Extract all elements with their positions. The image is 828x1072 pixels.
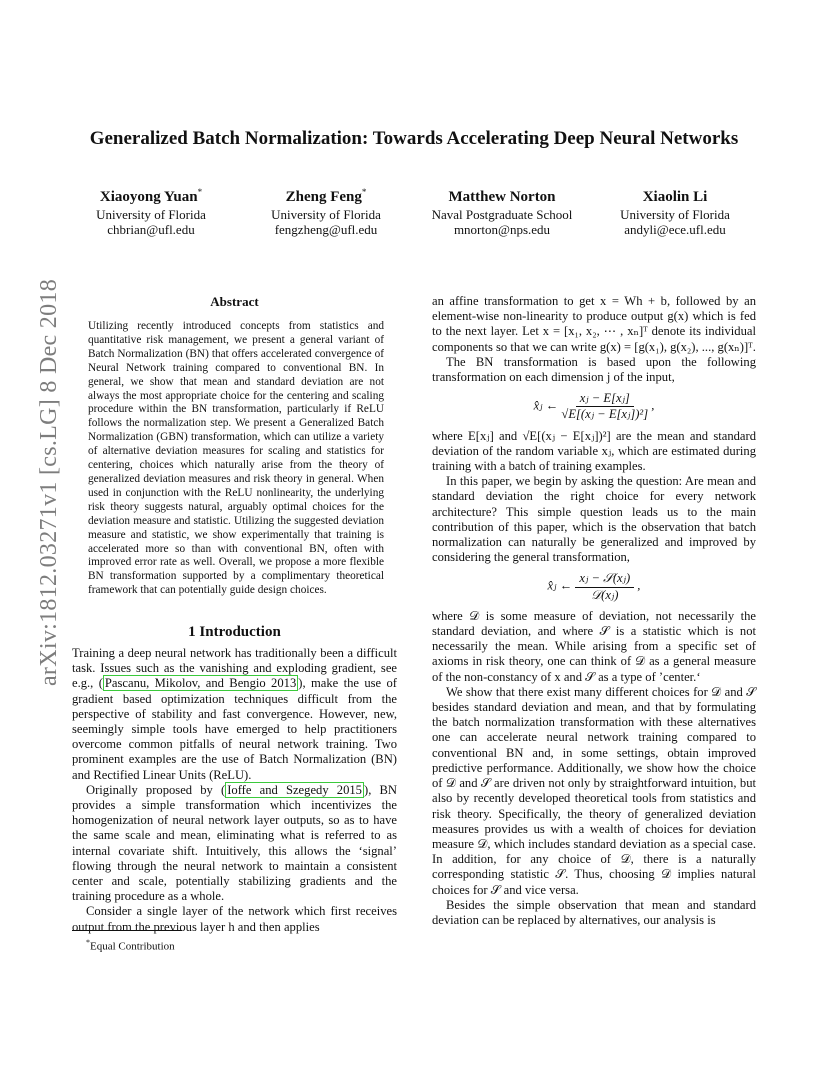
author-name: Xiaolin Li — [642, 189, 708, 205]
left-column-body — [72, 646, 397, 935]
paragraph: Consider a single layer of the network which first receives output from the previous layer h and then applies — [72, 904, 397, 934]
author-name: Matthew Norton — [448, 189, 556, 205]
paragraph: Training a deep neural network has traditionally been a difficult task. Issues such as the vanishing and exploding gradient, see e.g., ( Pascanu, Mikolov, and Bengio 2013 ), make the use of gradient based optimization techniques difficult from the perspective of stability and fast convergence. However, new, seemingly simple tools have emerged to help practitioners overcome common pitfalls of neural network training. Two prominent examples are the use of Batch Normalization (BN) and Rectified Linear Units (ReLU). — [72, 646, 397, 782]
author-affiliation: University of Florida — [620, 207, 730, 222]
right-column-body — [432, 294, 756, 928]
paragraph: where 𝒟 is some measure of deviation, not necessarily the standard deviation, and where 𝒮 is a statistic which is not necessarily the mean. While arising from a specific set of axioms in risk theory, one can think of 𝒟 as a general measure of the non-constancy of x and 𝒮 as a type of ’center.‘ — [432, 608, 756, 684]
abstract-text: Utilizing recently introduced concepts from statistics and quantitative risk management, we present a general variant of Batch Normalization (BN) that offers accelerated convergence of Neural Network training compared to conventional BN. In general, we show that mean and standard deviation are not always the most appropriate choice for the centering and scaling procedure within the BN transformation, particularly if ReLU follows the normalization step. We present a Generalized Batch Normalization (GBN) transformation, which can utilize a variety of alternative deviation measures for scaling and statistics for centering, choices which naturally arise from the theory of generalized deviation measures and risk theory in general. When used in conjunction with the ReLU nonlinearity, the underlying risk theory suggests natural, arguably optimal choices for the deviation measure and statistic. Utilizing the suggested deviation measure and statistic, we show experimentally that training is accelerated more so than with conventional BN, often with improved error rate as well. Overall, we propose a more flexible BN transformation supported by a complimentary theoretical framework that can potentially guide design choices. — [88, 320, 384, 597]
author-email: chbrian@ufl.edu — [107, 222, 195, 237]
author-email: fengzheng@ufl.edu — [274, 222, 378, 237]
paragraph: Originally proposed by ( Ioffe and Szegedy 2015 ), BN provides a simple transformation which incentivizes the homogenization of neural network layer outputs, so as to have the same scale and mean, eliminating what is referred to as internal covariate shift. Intuitively, this allows the ‘signal’ flowing through the neural network to maintain a consistent center and scale, potentially stabilizing gradients and the training procedure as a whole. — [72, 782, 397, 904]
paragraph: In this paper, we begin by asking the question: Are mean and standard deviation the right choice for every network architecture? This simple question leads us to the main contribution of this paper, which is the observation that batch normalization can naturally be generalized and improved by considering the general transformation, — [432, 474, 756, 565]
author-email: andyli@ece.ufl.edu — [624, 222, 726, 237]
paragraph: We show that there exist many different choices for 𝒟 and 𝒮 besides standard deviation and mean, and that by formulating the batch normalization transformation with these alternatives one can accelerate neural network training compared to conventional BN and, in some settings, obtain improved predictive performance. Additionally, we show how the choice of 𝒟 and 𝒮 are driven not only by straightforward intuition, but also by recently developed theoretical tools from statistics and risk theory. Specifically, the theory of generalized deviation measures provides us with a wealth of choices for deviation measure 𝒟, which includes standard deviation as a special case. In addition, for any choice of 𝒟, there is a naturally corresponding statistic 𝒮. Thus, choosing 𝒟 implies natural choices for 𝒮 and vice versa. — [432, 684, 756, 897]
author-affiliation: University of Florida — [271, 207, 381, 222]
equation-gbn: x̂ⱼ ← $\frac{\text{xⱼ − 𝒮(xⱼ)}}{\text{𝒟(xⱼ)}}$ , — [547, 571, 641, 602]
author-affiliation: Naval Postgraduate School — [431, 207, 573, 222]
author-block — [417, 183, 587, 237]
footnote-divider — [72, 930, 182, 931]
paragraph: The BN transformation is based upon the following transformation on each dimension j of the input, — [432, 354, 756, 385]
citation-link[interactable]: Pascanu, Mikolov, and Bengio 2013 — [104, 676, 297, 691]
author-block — [241, 183, 411, 237]
paper-title: Generalized Batch Normalization: Towards Accelerating Deep Neural Networks — [89, 128, 739, 149]
author-block — [66, 183, 236, 237]
author-email: mnorton@nps.edu — [453, 222, 551, 237]
equation-bn: x̂ⱼ ← $\frac{\text{xⱼ − E[xⱼ]}}{\text{√E[(xⱼ − E[xⱼ])²]}}$ , — [533, 391, 655, 422]
footnote: *Equal Contribution — [86, 938, 175, 953]
section-heading-introduction: 1 Introduction — [188, 624, 281, 640]
author-name: Xiaoyong Yuan* — [99, 187, 203, 205]
author-name: Zheng Feng* — [285, 187, 367, 205]
abstract-heading: Abstract — [210, 294, 259, 309]
author-block — [590, 183, 760, 237]
paragraph: where E[xⱼ] and √E[(xⱼ − E[xⱼ])²] are the mean and standard deviation of the random variable xⱼ, which are estimated during training with a batch of training examples. — [432, 428, 756, 474]
paragraph: an affine transformation to get x = Wh + b, followed by an element-wise non-linearity to produce output g(x) which is fed to the next layer. Let x = [x₁, x₂, ⋯ , xₙ]ᵀ denote its individual components so that we can write g(x) = [g(x₁), g(x₂), ..., g(xₙ)]ᵀ. — [432, 294, 756, 354]
paragraph: Besides the simple observation that mean and standard deviation can be replaced by alternatives, our analysis is — [432, 897, 756, 927]
citation-link[interactable]: Ioffe and Szegedy 2015 — [227, 782, 362, 797]
arxiv-identifier: arXiv:1812.03271v1 [cs.LG] 8 Dec 2018 — [36, 278, 63, 686]
author-affiliation: University of Florida — [96, 207, 206, 222]
